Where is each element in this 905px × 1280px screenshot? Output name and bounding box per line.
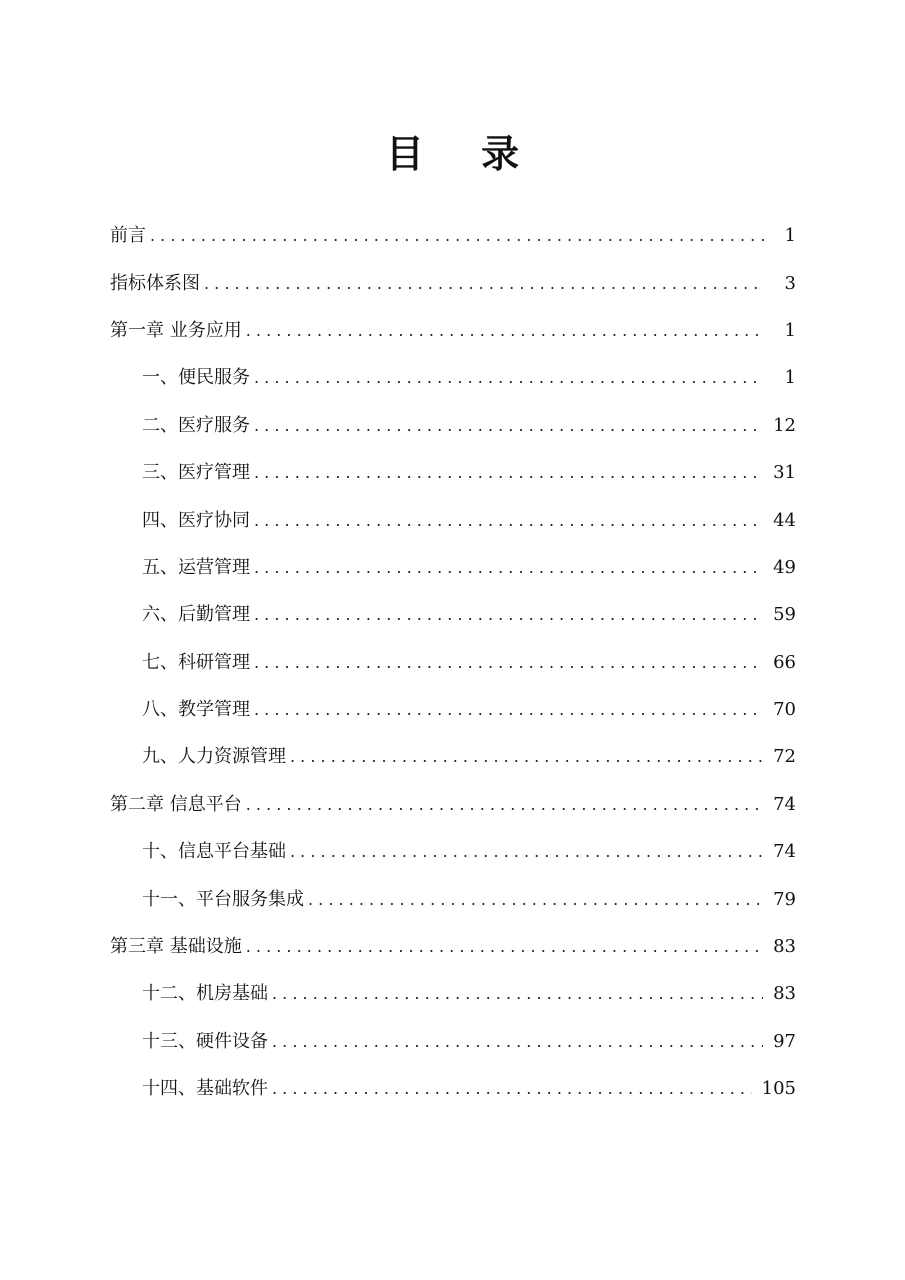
toc-entry-page: 31 — [773, 462, 796, 484]
toc-entry-label: 六、后勤管理 — [142, 604, 250, 626]
toc-entry-label: 第三章 基础设施 — [110, 936, 242, 958]
toc-entry-label: 十、信息平台基础 — [142, 841, 286, 863]
toc-entry-section-4[interactable] — [110, 496, 796, 543]
toc-leader-dots — [254, 497, 763, 544]
toc-leader-dots — [246, 307, 764, 354]
toc-entry-page: 49 — [773, 556, 796, 578]
toc-entry-chapter-3[interactable] — [110, 923, 796, 970]
toc-entry-label: 十四、基础软件 — [142, 1078, 268, 1100]
toc-entry-page: 79 — [773, 888, 796, 910]
toc-entry-label: 二、医疗服务 — [142, 414, 250, 436]
toc-entry-page: 1 — [784, 367, 796, 389]
toc-entry-section-9[interactable] — [110, 733, 796, 780]
toc-leader-dots — [290, 733, 763, 780]
toc-entry-page: 1 — [784, 319, 796, 341]
toc-leader-dots — [272, 970, 763, 1017]
toc-leader-dots — [272, 1018, 763, 1065]
toc-leader-dots — [246, 781, 763, 828]
toc-entry-indicator-diagram[interactable] — [110, 259, 796, 306]
toc-entry-page: 12 — [773, 414, 796, 436]
toc-entry-section-13[interactable] — [110, 1018, 796, 1065]
toc-entry-label: 九、人力资源管理 — [142, 746, 286, 768]
toc-entry-section-7[interactable] — [110, 639, 796, 686]
toc-entry-section-5[interactable] — [110, 544, 796, 591]
toc-entry-label: 指标体系图 — [110, 272, 200, 294]
toc-entry-chapter-1[interactable] — [110, 307, 796, 354]
toc-leader-dots — [272, 1065, 752, 1112]
toc-entry-label: 七、科研管理 — [142, 651, 250, 673]
toc-entry-label: 八、教学管理 — [142, 699, 250, 721]
toc-leader-dots — [254, 449, 763, 496]
toc-entry-label: 前言 — [110, 225, 146, 247]
toc-leader-dots — [254, 686, 763, 733]
toc-entry-page: 83 — [773, 983, 796, 1005]
toc-entry-chapter-2[interactable] — [110, 781, 796, 828]
toc-entry-page: 74 — [773, 793, 796, 815]
toc-entry-section-6[interactable] — [110, 591, 796, 638]
toc-entry-page: 66 — [773, 651, 796, 673]
toc-leader-dots — [254, 591, 763, 638]
toc-leader-dots — [254, 544, 763, 591]
toc-entry-page: 1 — [784, 225, 796, 247]
toc-entry-page: 70 — [773, 699, 796, 721]
toc-entry-section-2[interactable] — [110, 402, 796, 449]
toc-entry-label: 四、医疗协同 — [142, 509, 250, 531]
toc-entry-page: 59 — [773, 604, 796, 626]
toc-entry-page: 97 — [773, 1030, 796, 1052]
toc-entry-section-1[interactable] — [110, 354, 796, 401]
toc-entry-page: 44 — [773, 509, 796, 531]
toc-entry-section-8[interactable] — [110, 686, 796, 733]
toc-entry-label: 五、运营管理 — [142, 556, 250, 578]
toc-entry-label: 一、便民服务 — [142, 367, 250, 389]
toc-entry-page: 72 — [773, 746, 796, 768]
toc-entry-label: 第二章 信息平台 — [110, 793, 242, 815]
toc-entry-page: 74 — [773, 841, 796, 863]
toc-entry-label: 三、医疗管理 — [142, 462, 250, 484]
toc-entry-page: 83 — [773, 936, 796, 958]
page-title: 目 录 — [385, 132, 542, 176]
toc-leader-dots — [254, 402, 763, 449]
toc-leader-dots — [290, 828, 763, 875]
toc-entry-page: 105 — [761, 1078, 796, 1100]
toc-entry-label: 十一、平台服务集成 — [142, 888, 304, 910]
toc-entry-section-14[interactable] — [110, 1065, 796, 1112]
toc-entry-section-12[interactable] — [110, 970, 796, 1017]
toc-entry-label: 第一章 业务应用 — [110, 319, 242, 341]
table-of-contents — [110, 212, 796, 1112]
toc-leader-dots — [150, 212, 764, 259]
toc-entry-preface[interactable] — [110, 212, 796, 259]
toc-entry-section-10[interactable] — [110, 828, 796, 875]
toc-entry-label: 十二、机房基础 — [142, 983, 268, 1005]
toc-leader-dots — [204, 260, 764, 307]
toc-leader-dots — [246, 923, 763, 970]
toc-leader-dots — [254, 639, 763, 686]
toc-entry-page: 3 — [784, 272, 796, 294]
toc-entry-section-11[interactable] — [110, 875, 796, 922]
toc-leader-dots — [254, 354, 764, 401]
toc-entry-label: 十三、硬件设备 — [142, 1030, 268, 1052]
toc-entry-section-3[interactable] — [110, 449, 796, 496]
toc-leader-dots — [308, 876, 763, 923]
